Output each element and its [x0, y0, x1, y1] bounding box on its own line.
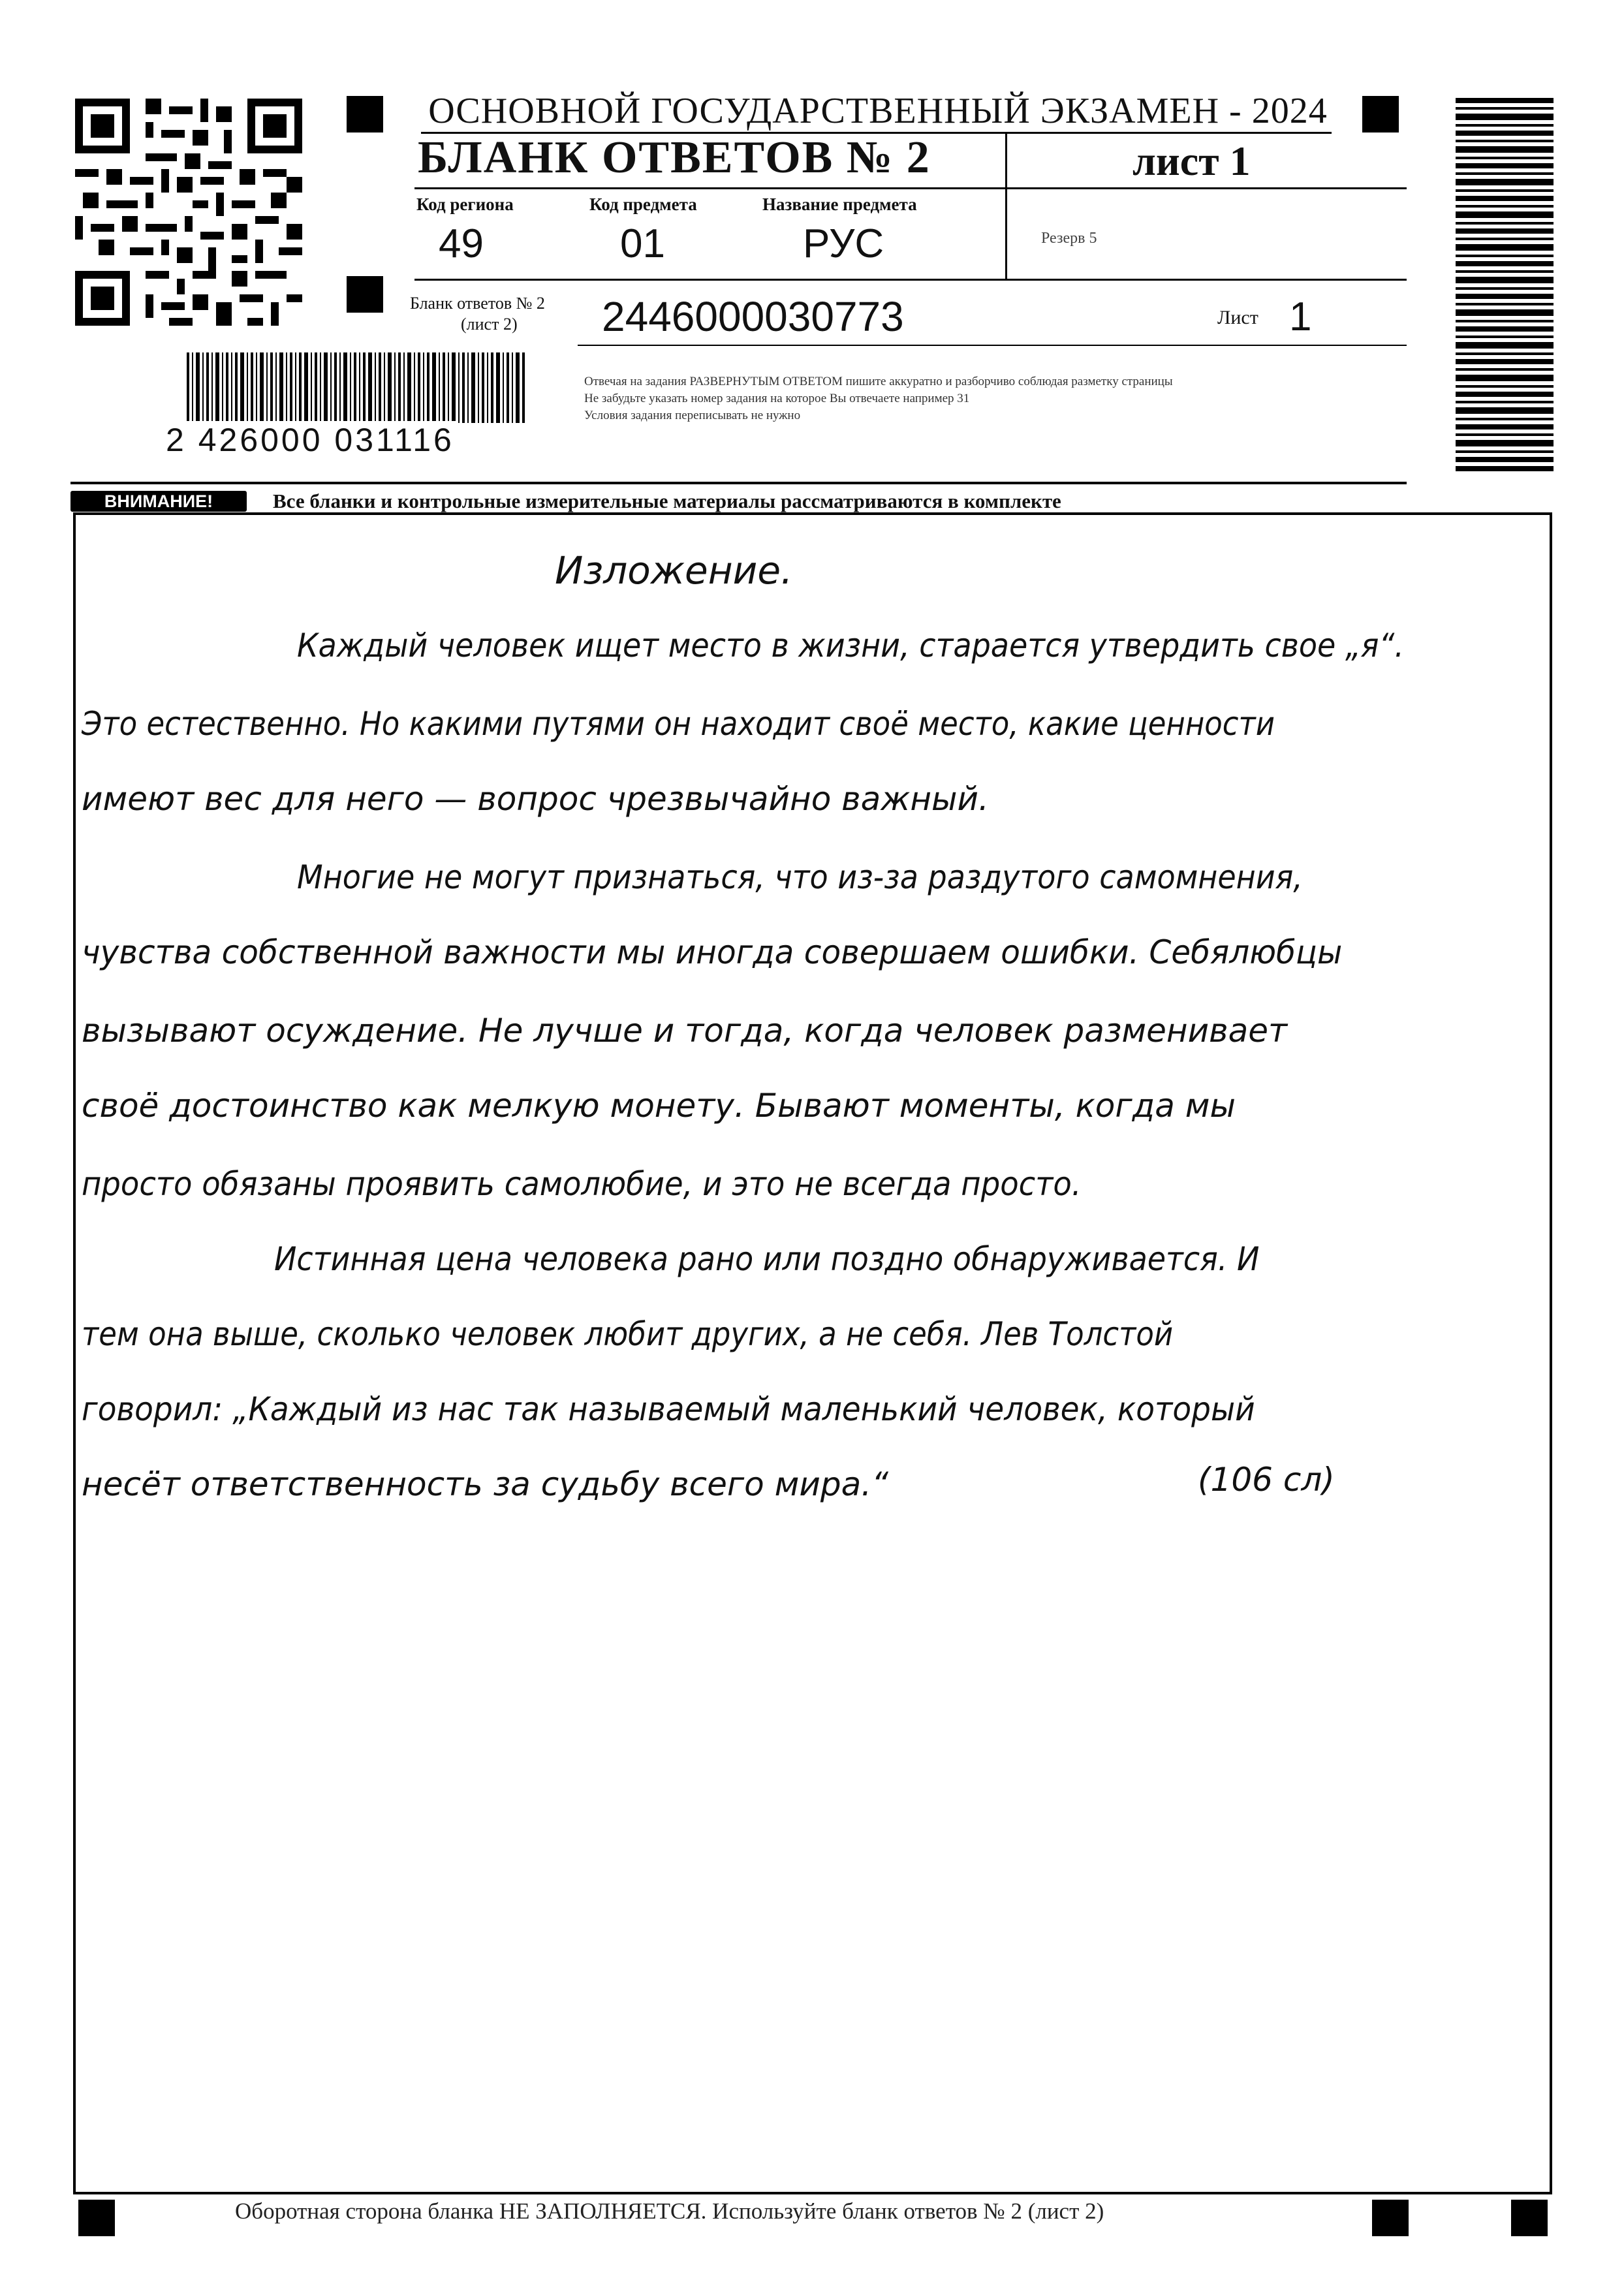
essay-line: имеют вес для него — вопрос чрезвычайно важный.	[82, 780, 989, 818]
region-value: 49	[439, 221, 484, 266]
subject-code-value: 01	[620, 221, 665, 266]
registration-mark	[1362, 96, 1399, 133]
essay-line: несёт ответственность за судьбу всего мира.“	[82, 1465, 889, 1503]
registration-mark	[78, 2200, 115, 2236]
instruction-line: Отвечая на задания РАЗВЕРНУТЫМ ОТВЕТОМ пишите аккуратно и разборчиво соблюдая разметку страницы	[584, 375, 1173, 388]
essay-line: Это естественно. Но какими путями он находит своё место, какие ценности	[82, 705, 1275, 743]
form-ref-label: Бланк ответов № 2	[410, 294, 545, 313]
essay-line: просто обязаны проявить самолюбие, и это не всегда просто.	[82, 1165, 1082, 1203]
exam-title: ОСНОВНОЙ ГОСУДАРСТВЕННЫЙ ЭКЗАМЕН - 2024	[428, 91, 1328, 131]
form-ref-sheet: (лист 2)	[461, 315, 518, 334]
warning-text: Все бланки и контрольные измерительные материалы рассматриваются в комплекте	[273, 490, 1061, 512]
subject-name-value: РУС	[803, 221, 884, 266]
sheet-title: лист 1	[1132, 138, 1251, 184]
answer-area	[73, 512, 1552, 2194]
registration-mark	[347, 96, 383, 133]
instructions	[584, 373, 1407, 424]
footer-note: Оборотная сторона бланка НЕ ЗАПОЛНЯЕТСЯ. Используйте бланк ответов № 2 (лист 2)	[235, 2198, 1104, 2224]
essay-line: говорил: „Каждый из нас так называемый маленький человек, который	[82, 1390, 1255, 1428]
divider	[1005, 132, 1007, 279]
essay-title: Изложение.	[555, 548, 793, 593]
form-number: 2446000030773	[602, 293, 904, 340]
divider	[414, 279, 1407, 281]
subject-name-label: Название предмета	[762, 195, 917, 214]
essay-line: тем она выше, сколько человек любит других, а не себя. Лев Толстой	[82, 1315, 1174, 1353]
instruction-line: Условия задания переписывать не нужно	[584, 409, 801, 422]
warning-badge: ВНИМАНИЕ!	[70, 491, 247, 512]
subject-code-label: Код предмета	[589, 195, 697, 214]
sheet-value: 1	[1289, 294, 1312, 339]
essay-line: Каждый человек ищет место в жизни, старается утвердить свое „я“.	[297, 627, 1404, 664]
registration-mark	[1372, 2200, 1409, 2236]
essay-line: своё достоинство как мелкую монету. Бывают моменты, когда мы	[82, 1087, 1236, 1125]
reserve-label: Резерв 5	[1041, 230, 1097, 247]
form-title: БЛАНК ОТВЕТОВ № 2	[418, 133, 931, 183]
divider	[578, 345, 1407, 346]
word-count: (106 сл)	[1198, 1461, 1335, 1499]
registration-mark	[1511, 2200, 1548, 2236]
sheet-label: Лист	[1217, 307, 1258, 328]
qr-code	[75, 98, 302, 326]
registration-mark	[347, 276, 383, 313]
instruction-line: Не забудьте указать номер задания на которое Вы отвечаете например 31	[584, 392, 970, 405]
region-label: Код региона	[416, 195, 514, 214]
essay-line: Истинная цена человека рано или поздно обнаруживается. И	[274, 1240, 1260, 1278]
essay-line: вызывают осуждение. Не лучше и тогда, когда человек разменивает	[82, 1012, 1288, 1050]
divider	[414, 187, 1407, 189]
essay-line: чувства собственной важности мы иногда совершаем ошибки. Себялюбцы	[82, 933, 1343, 971]
divider	[70, 482, 1407, 484]
essay-line: Многие не могут признаться, что из-за раздутого самомнения,	[297, 858, 1303, 896]
side-barcode	[1456, 98, 1554, 473]
barcode-number: 2 426000 031116	[163, 421, 457, 459]
